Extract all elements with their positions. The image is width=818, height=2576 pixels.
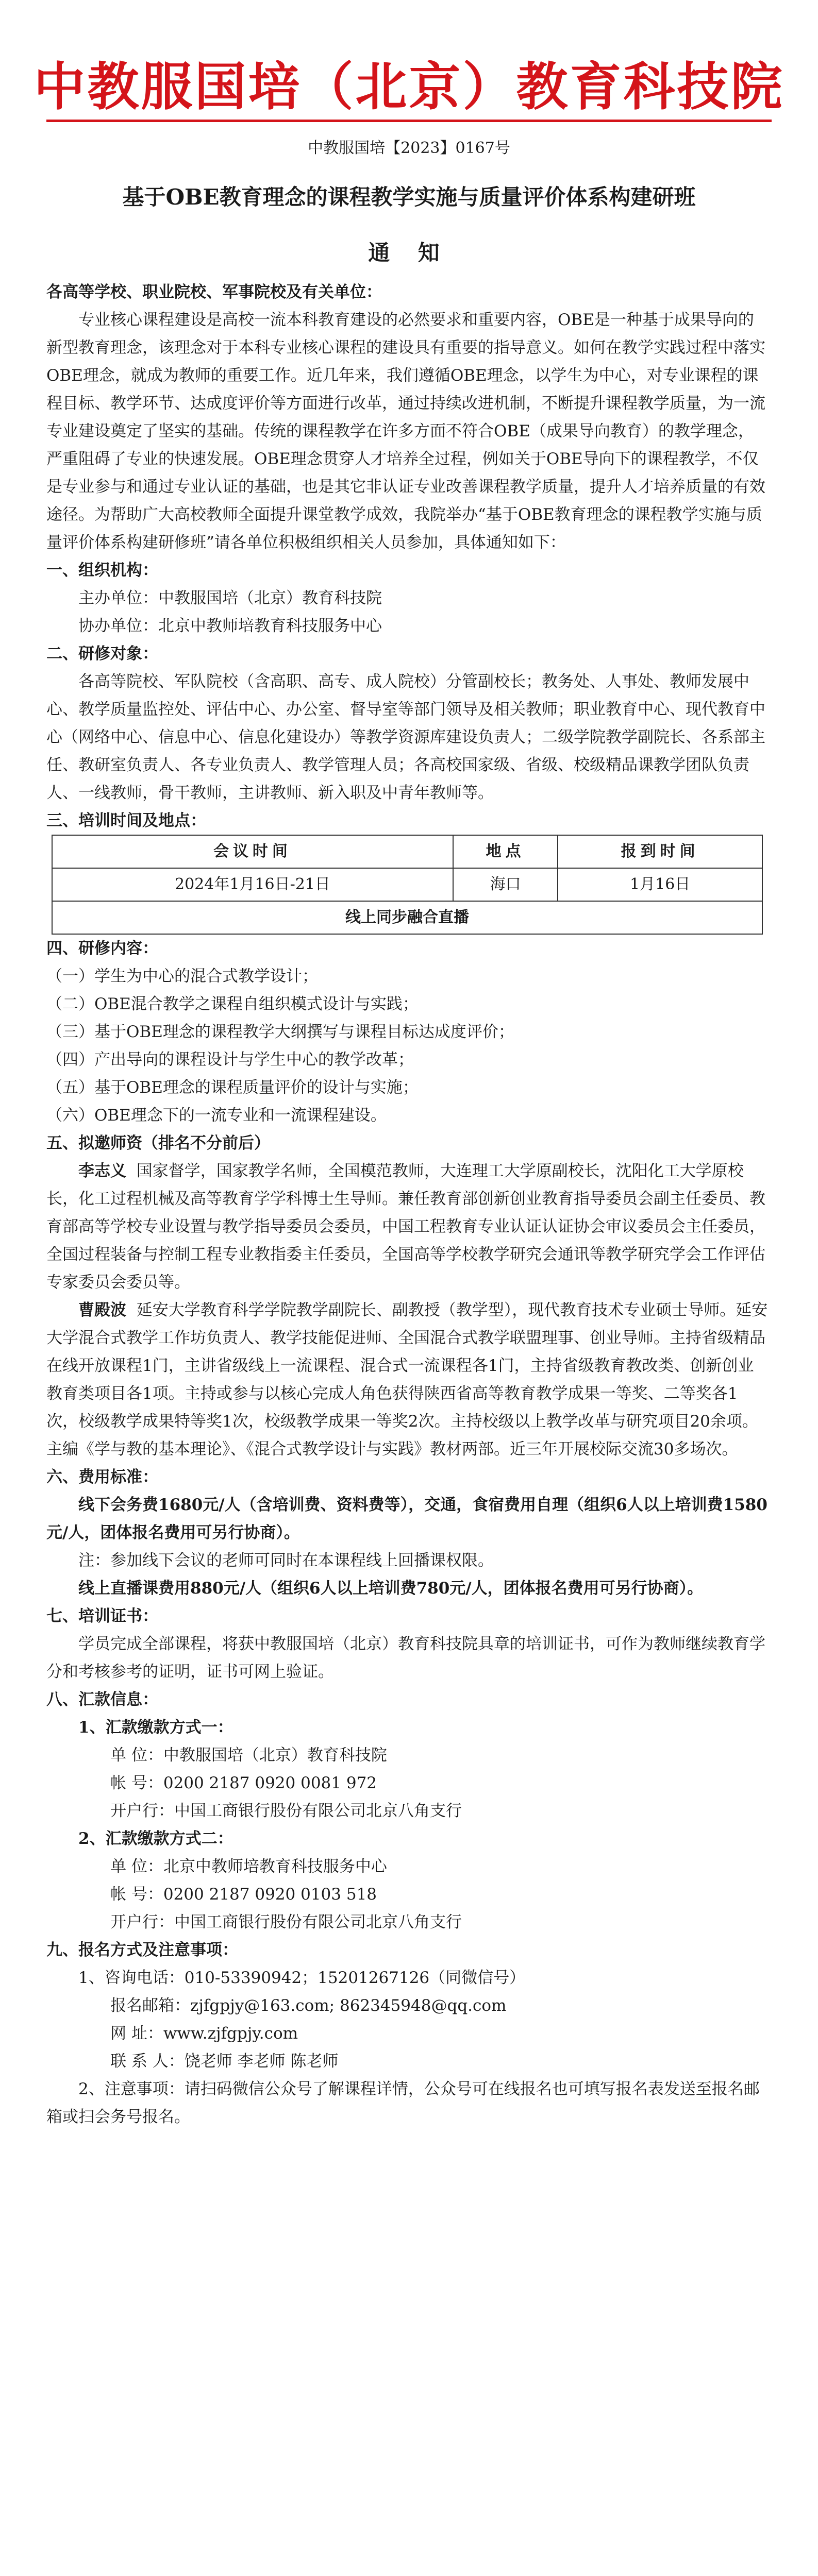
account-number: 帐 号：0200 2187 0920 0081 972 <box>110 1774 377 1792</box>
expert-bio <box>46 1157 768 1296</box>
masthead-rule <box>46 120 772 122</box>
section-heading: 三、培训时间及地点： <box>46 811 206 830</box>
contact-phone: 1、咨询电话：010-53390942；15201267126（同微信号） <box>78 1969 526 1987</box>
contact-website[interactable]: 网 址：www.zjfgpjy.com <box>110 2024 298 2043</box>
account-unit: 单 位：北京中教师培教育科技服务中心 <box>110 1857 387 1876</box>
contact-persons: 联 系 人：饶老师 李老师 陈老师 <box>110 2052 339 2071</box>
notice-body <box>46 278 768 2131</box>
fee-note: 注：参加线下会议的老师可同时在本课程线上回播课权限。 <box>78 1551 494 1570</box>
content-item: （一）学生为中心的混合式教学设计； <box>46 967 318 986</box>
certificate-text: 学员完成全部课程，将获中教服国培（北京）教育科技院具章的培训证书，可作为教师继续教育学分和考核参考的证明，证书可网上验证。 <box>46 1635 765 1681</box>
content-item: （六）OBE理念下的一流专业和一流课程建设。 <box>46 1106 387 1125</box>
schedule-footer: 线上同步融合直播 <box>52 901 762 934</box>
schedule-table <box>52 835 763 935</box>
account-number: 帐 号：0200 2187 0920 0103 518 <box>110 1885 377 1904</box>
section-heading: 五、拟邀师资（排名不分前后） <box>46 1134 270 1153</box>
section-heading: 七、培训证书： <box>46 1607 158 1625</box>
schedule-cell: 2024年1月16日-21日 <box>52 868 453 901</box>
content-item: （二）OBE混合教学之课程自组织模式设计与实践； <box>46 995 419 1013</box>
content-item: （三）基于OBE理念的课程教学大纲撰写与课程目标达成度评价； <box>46 1023 514 1041</box>
schedule-header: 地点 <box>453 835 558 868</box>
salutation: 各高等学校、职业院校、军事院校及有关单位： <box>46 283 382 301</box>
section-heading: 二、研修对象： <box>46 645 158 663</box>
account-heading: 2、汇款缴款方式二： <box>78 1829 233 1848</box>
org-masthead: 中教服国培（北京）教育科技院 <box>34 56 784 117</box>
target-audience: 各高等院校、军队院校（含高职、高专、成人院校）分管副校长；教务处、人事处、教师发展中心、教学质量监控处、评估中心、办公室、督导室等部门领导及相关教师；职业教育中心、现代教育中心（网络中心、信息中心、信息化建设办）等教学资源库建设负责人；二级学院教学副院长、各系部主任、教研室负责人、各专业负责人、教学管理人员；各高校国家级、省级、校级精品课教学团队负责人、一线教师，骨干教师，主讲教师、新入职及中青年教师等。 <box>46 672 765 802</box>
fee-line: 线下会务费1680元/人（含培训费、资料费等），交通，食宿费用自理（组织6人以上培训费1580元/人，团体报名费用可另行协商）。 <box>46 1496 767 1542</box>
section-heading: 八、汇款信息： <box>46 1690 158 1709</box>
host-unit: 主办单位：中教服国培（北京）教育科技院 <box>78 589 382 607</box>
account-heading: 1、汇款缴款方式一： <box>78 1718 233 1737</box>
account-bank: 开户行：中国工商银行股份有限公司北京八角支行 <box>110 1913 462 1931</box>
expert-bio <box>46 1296 768 1463</box>
expert-text: 国家督学，国家教学名师，全国模范教师，大连理工大学原副校长，沈阳化工大学原校长，化工过程机械及高等教育学学科博士生导师。兼任教育部创新创业教育指导委员会副主任委员、教育部高等学校专业设置与教学指导委员会委员，中国工程教育专业认证认证协会审议委员会主任委员，全国过程装备与控制工程专业教指委主任委员，全国高等学校教学研究会通讯等教学研究学会工作评估专家委员会委员等。 <box>46 1162 765 1292</box>
section-heading: 一、组织机构： <box>46 561 158 580</box>
account-unit: 单 位：中教服国培（北京）教育科技院 <box>110 1746 387 1765</box>
section-heading: 六、费用标准： <box>46 1468 158 1486</box>
expert-text: 延安大学教育科学学院教学副院长、副教授（教学型），现代教育技术专业硕士导师。延安大学混合式教学工作坊负责人、教学技能促进师、全国混合式教学联盟理事、创业导师。主持省级精品在线开放课程1门，主讲省级线上一流课程、混合式一流课程各1门，主持省级教育教改类、创新创业教育类项目各1项。主持或参与以核心完成人角色获得陕西省高等教育教学成果一等奖、二等奖各1次，校级教学成果特等奖1次，校级教学成果一等奖2次。主持校级以上教学改革与研究项目20余项。主编《学与教的基本理论》、《混合式教学设计与实践》教材两部。近三年开展校际交流30多场次。 <box>46 1301 768 1459</box>
schedule-cell: 海口 <box>453 868 558 901</box>
account-bank: 开户行：中国工商银行股份有限公司北京八角支行 <box>110 1802 462 1820</box>
expert-name: 曹殿波 <box>78 1301 126 1319</box>
schedule-header: 会议时间 <box>52 835 453 868</box>
cohost-unit: 协办单位：北京中教师培教育科技服务中心 <box>78 617 382 635</box>
content-item: （四）产出导向的课程设计与学生中心的教学改革； <box>46 1050 414 1069</box>
section-heading: 四、研修内容： <box>46 939 158 958</box>
contact-email: 报名邮箱：zjfgpjy@163.com; 862345948@qq.com <box>110 1996 507 2015</box>
schedule-cell: 1月16日 <box>558 868 762 901</box>
document-number: 中教服国培【2023】0167号 <box>308 139 510 157</box>
content-item: （五）基于OBE理念的课程质量评价的设计与实施； <box>46 1078 419 1097</box>
intro-paragraph: 专业核心课程建设是高校一流本科教育建设的必然要求和重要内容，OBE是一种基于成果导向的新型教育理念，该理念对于本科专业核心课程的建设具有重要的指导意义。如何在教学实践过程中落实OBE理念，就成为教师的重要工作。近几年来，我们遵循OBE理念，以学生为中心，对专业课程的课程目标、教学环节、达成度评价等方面进行改革，通过持续改进机制，不断提升课程教学质量，为一流专业建设奠定了坚实的基础。传统的课程教学在许多方面不符合OBE（成果导向教育）的教学理念，严重阻碍了专业的快速发展。OBE理念贯穿人才培养全过程，例如关于OBE导向下的课程教学，不仅是专业参与和通过专业认证的基础，也是其它非认证专业改善课程教学质量，提升人才培养质量的有效途径。为帮助广大高校教师全面提升课堂教学成效，我院举办“基于OBE教育理念的课程教学实施与质量评价体系构建研修班”请各单位积极组织相关人员参加，具体通知如下： <box>46 311 765 552</box>
schedule-header: 报到时间 <box>558 835 762 868</box>
expert-name: 李志义 <box>78 1162 126 1180</box>
section-heading: 九、报名方式及注意事项： <box>46 1941 238 1959</box>
notes: 2、注意事项：请扫码微信公众号了解课程详情，公众号可在线报名也可填写报名表发送至报名邮箱或扫会务号报名。 <box>46 2080 760 2126</box>
document-title: 基于OBE教育理念的课程教学实施与质量评价体系构建研班 <box>122 184 696 210</box>
document-subtitle: 通 知 <box>368 240 450 265</box>
fee-line: 线上直播课费用880元/人（组织6人以上培训费780元/人，团体报名费用可另行协商）。 <box>78 1579 704 1598</box>
